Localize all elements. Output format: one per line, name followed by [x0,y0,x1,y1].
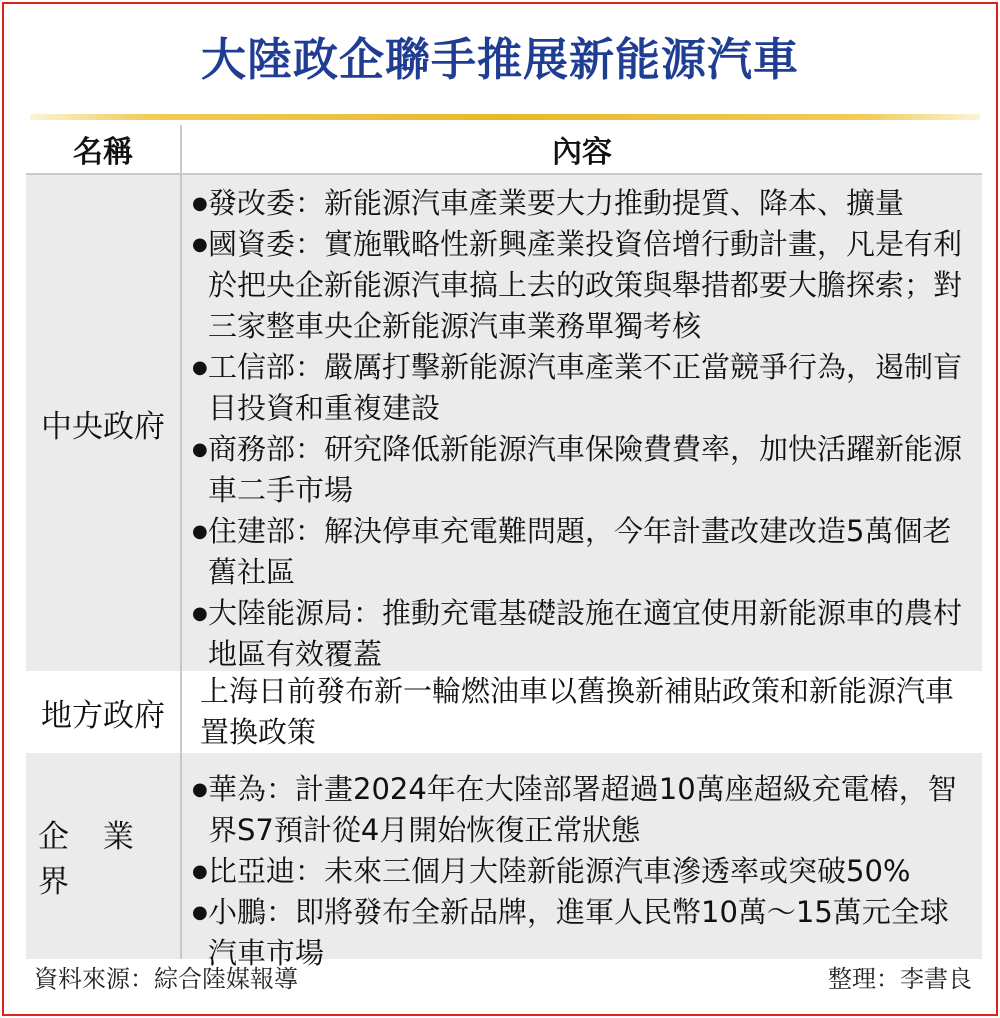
bullet-icon: ● [192,193,208,214]
business-content [182,753,982,970]
row-label-central: 中央政府 [41,408,165,445]
footer [34,962,972,996]
list-item [192,183,974,224]
page-title: 大陸政企聯手推展新能源汽車 [200,33,799,86]
title-divider [30,114,980,120]
header-name: 名稱 [73,135,133,170]
policy-table [26,125,982,970]
list-item [192,429,974,511]
item-text: 華為：計畫2024年在大陸部署超過10萬座超級充電樁，智界S7預計從4月開始恢復正常狀態 [208,772,957,847]
bullet-icon: ● [192,902,208,923]
item-text: 發改委：新能源汽車產業要大力推動提質、降本、擴量 [208,186,905,220]
editor-note: 整理：李書良 [828,965,972,993]
central-content [182,175,982,671]
bullet-icon: ● [192,521,208,542]
item-text: 國資委：實施戰略性新興產業投資倍增行動計畫，凡是有利於把央企新能源汽車搞上去的政策與舉措都要大膽探索；對三家整車央企新能源汽車業務單獨考核 [208,227,963,343]
bullet-icon: ● [192,439,208,460]
item-text: 住建部：解決停車充電難問題，今年計畫改建改造5萬個老舊社區 [208,514,952,589]
local-text: 上海日前發布新一輪燃油車以舊換新補貼政策和新能源汽車置換政策 [200,674,955,749]
list-item [192,593,974,675]
infographic-frame [2,2,998,1016]
local-content [182,671,982,753]
item-text: 商務部：研究降低新能源汽車保險費費率，加快活躍新能源車二手市場 [208,432,963,507]
table-row-local [26,671,982,753]
list-item [192,851,974,892]
item-text: 小鵬：即將發布全新品牌，進軍人民幣10萬～15萬元全球汽車市場 [208,895,949,970]
bullet-icon: ● [192,357,208,378]
bullet-icon: ● [192,234,208,255]
list-item [192,224,974,347]
header-content: 內容 [552,135,612,170]
table-header-row [26,125,982,175]
source-note: 資料來源：綜合陸媒報導 [34,965,298,993]
row-label-business: 企 業 界 [38,819,146,900]
bullet-icon: ● [192,779,208,800]
row-label-local: 地方政府 [41,697,165,734]
bullet-icon: ● [192,861,208,882]
item-text: 工信部：嚴厲打擊新能源汽車產業不正當競爭行為，遏制盲目投資和重複建設 [208,350,963,425]
list-item [192,347,974,429]
item-text: 大陸能源局：推動充電基礎設施在適宜使用新能源車的農村地區有效覆蓋 [208,596,963,671]
bullet-icon: ● [192,603,208,624]
list-item [192,511,974,593]
list-item [192,769,974,851]
table-row-business [26,753,982,970]
table-row-central [26,175,982,671]
item-text: 比亞迪：未來三個月大陸新能源汽車滲透率或突破50% [208,854,911,888]
